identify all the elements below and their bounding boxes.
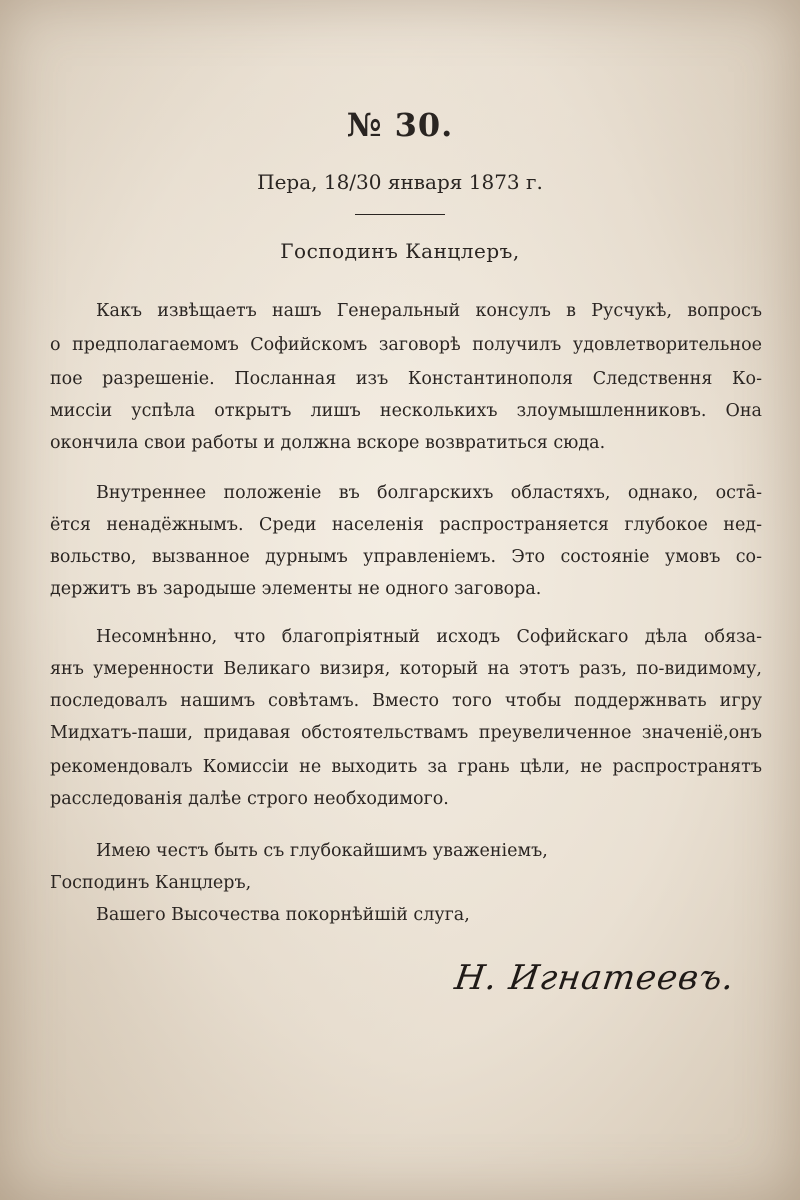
- paragraph-1-line: окончила свои работы и должна вскоре возвратиться сюда.: [50, 433, 606, 453]
- paragraph-2-line: держитъ въ зародыше элементы не одного заговора.: [50, 579, 542, 599]
- paragraph-3-line: последовалъ нашимъ совѣтамъ. Вместо того чтобы поддержнвать игру: [50, 691, 762, 711]
- divider-rule: [355, 214, 445, 215]
- paragraph-3-line: рекомендовалъ Комиссіи не выходить за грань цѣли, не распространятъ: [50, 757, 762, 777]
- place-date: Пера, 18/30 января 1873 г.: [257, 170, 543, 194]
- document-number: № 30.: [346, 106, 454, 144]
- paragraph-3-line: Мидхатъ-паши, придавая обстоятельствамъ преувеличенное значеніё,онъ: [50, 723, 762, 743]
- salutation: Господинъ Канцлеръ,: [280, 239, 520, 263]
- paragraph-3-line: янъ умеренности Великаго визиря, который на этотъ разъ, по-видимому,: [50, 659, 762, 679]
- paragraph-2-line: ётся ненадёжнымъ. Среди населенія распространяется глубокое нед-: [50, 515, 762, 535]
- paragraph-2-line: Внутреннее положеніе въ болгарскихъ областяхъ, однако, остā-: [96, 483, 762, 503]
- signature: Н. Игнатеевъ.: [452, 958, 738, 998]
- paragraph-3-line: Несомнѣнно, что благопріятный исходъ Софийскаго дѣла обяза-: [96, 627, 762, 647]
- paragraph-3-line: расследованія далѣе строго необходимого.: [50, 789, 449, 809]
- paragraph-1-line: миссіи успѣла открытъ лишъ несколькихъ злоумышленниковъ. Она: [50, 401, 762, 421]
- paragraph-2-line: вольство, вызванное дурнымъ управленіемъ. Это состояніе умовъ со-: [50, 547, 762, 567]
- closing-line: Имею честъ быть съ глубокайшимъ уваженіемъ,: [96, 841, 548, 861]
- paragraph-1-line: Какъ извѣщаетъ нашъ Генеральный консулъ в Русчукѣ, вопросъ: [96, 301, 762, 321]
- closing-line: Вашего Высочества покорнѣйшій слуга,: [96, 905, 470, 925]
- paragraph-1-line: о предполагаемомъ Софийскомъ заговорѣ получилъ удовлетворительное: [50, 335, 762, 355]
- paragraph-1-line: пое разрешеніе. Посланная изъ Константинополя Следствення Ко-: [50, 369, 762, 389]
- closing-line: Господинъ Канцлеръ,: [50, 873, 252, 893]
